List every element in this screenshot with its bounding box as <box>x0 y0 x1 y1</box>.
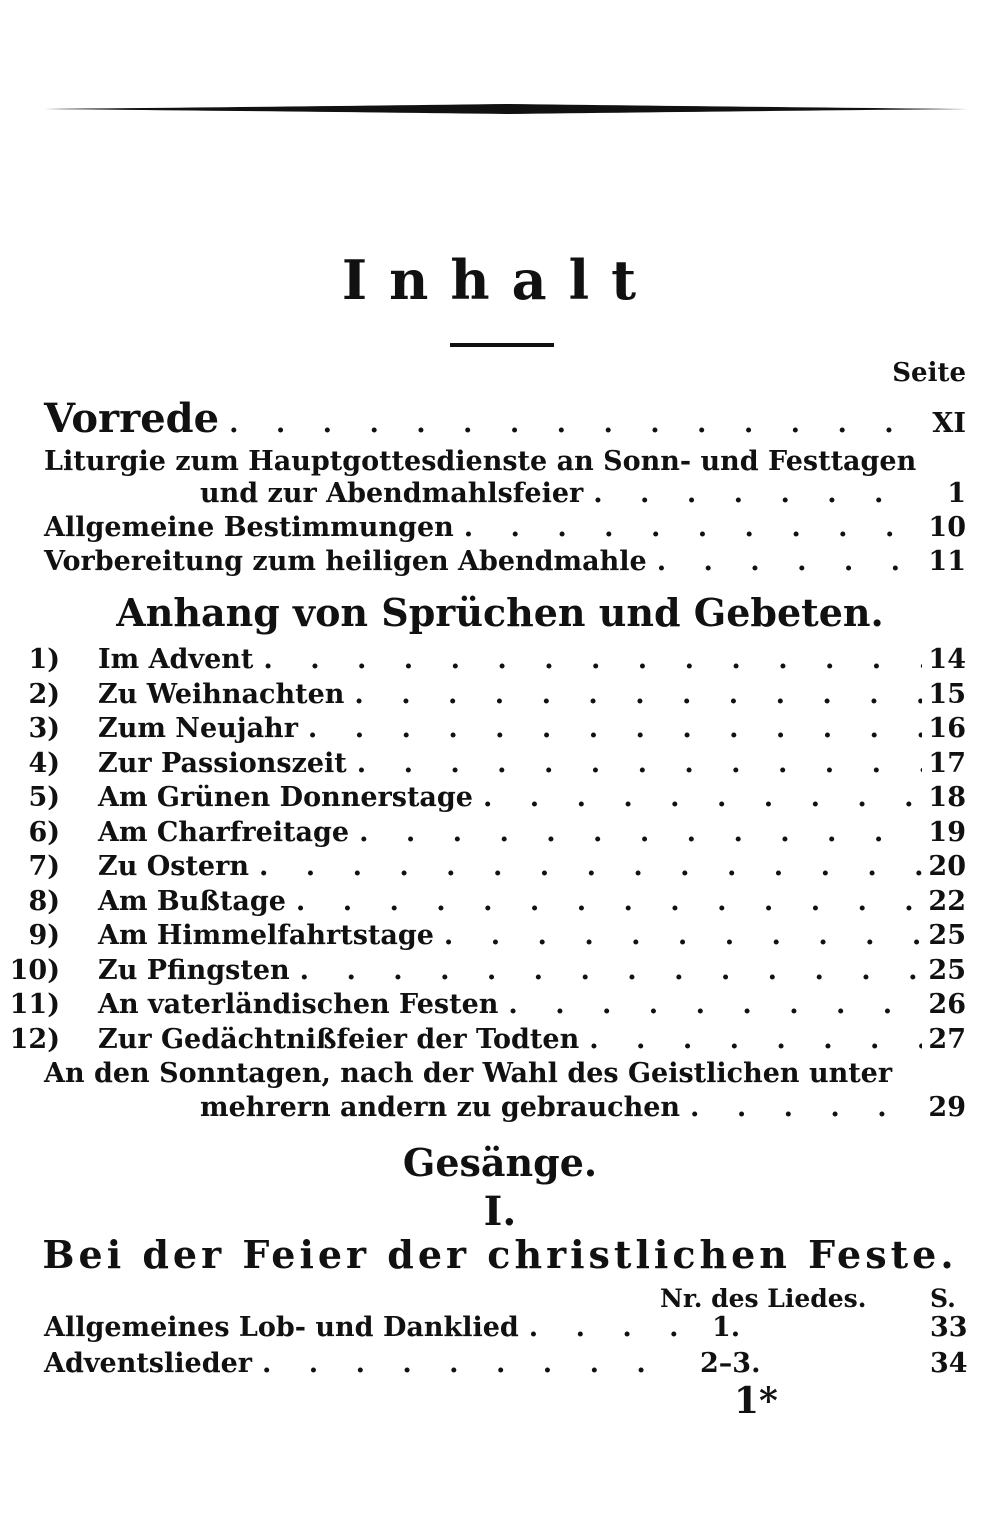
anhang-entry-page: 22 <box>928 885 966 917</box>
anhang-entry-label: Am Grünen Donnerstage <box>98 782 473 813</box>
page-title: Inhalt <box>341 248 659 312</box>
leader-dots <box>290 955 922 986</box>
anhang-entry[interactable] <box>0 886 966 917</box>
toc-entry-label: Vorbereitung zum heiligen Abendmahle <box>44 546 647 577</box>
toc-entry-page: XI <box>932 408 966 439</box>
anhang-entry[interactable] <box>0 817 966 848</box>
anhang-entry[interactable] <box>0 748 966 779</box>
leader-dots <box>680 1092 922 1123</box>
anhang-entry-number: 11) <box>9 989 60 1020</box>
leader-dots <box>498 989 922 1020</box>
anhang-entry[interactable] <box>0 955 966 986</box>
col-s-label: S. <box>930 1284 956 1313</box>
anhang-entry[interactable] <box>0 644 966 675</box>
toc-entry-page: 29 <box>928 1092 966 1123</box>
leader-dots <box>219 408 922 439</box>
leader-dots <box>434 920 922 951</box>
song-entry[interactable] <box>44 1312 684 1343</box>
anhang-entry-label: Zu Weihnachten <box>98 678 345 710</box>
anhang-entry-label: Am Charfreitage <box>98 816 350 848</box>
anhang-entry-label: Zur Gedächtnißfeier der Todten <box>98 1023 580 1055</box>
anhang-entry-label: Zum Neujahr <box>98 713 298 744</box>
toc-entry[interactable] <box>44 512 966 543</box>
song-page: 34 <box>930 1348 968 1379</box>
anhang-entry-number: 7) <box>28 851 60 882</box>
leader-dots <box>252 1348 684 1379</box>
toc-entry-label: Allgemeine Bestimmungen <box>44 512 454 543</box>
anhang-entry-number: 10) <box>9 954 60 986</box>
anhang-entry-page: 20 <box>928 851 966 882</box>
anhang-entry-label: Zu Pfingsten <box>98 954 290 986</box>
anhang-entry-number: 6) <box>28 816 60 848</box>
section-heading-gesaenge: Gesänge. <box>402 1140 598 1185</box>
leader-dots <box>583 478 922 509</box>
anhang-entry-number: 12) <box>9 1023 60 1055</box>
anhang-entry-page: 25 <box>928 954 966 986</box>
toc-entry-label: Vorrede <box>44 395 220 442</box>
anhang-entry-page: 17 <box>928 747 966 779</box>
toc-entry-page: 10 <box>928 512 966 543</box>
anhang-entry-label: Am Bußtage <box>98 885 286 917</box>
leader-dots <box>344 679 922 710</box>
anhang-entry-number: 8) <box>28 885 60 917</box>
anhang-entry-label: An vaterländischen Festen <box>98 989 499 1020</box>
anhang-entry[interactable] <box>0 989 966 1020</box>
leader-dots <box>249 851 922 882</box>
anhang-entry-number: 4) <box>28 747 60 779</box>
anhang-entry[interactable] <box>0 851 966 882</box>
toc-entry-line1[interactable]: Liturgie zum Hauptgottesdienste an Sonn- und Festtagen <box>44 446 917 477</box>
leader-dots <box>347 748 922 779</box>
anhang-entry-page: 18 <box>928 782 966 813</box>
anhang-entry-number: 3) <box>28 713 60 744</box>
anhang-entry-label: Zu Ostern <box>98 851 249 882</box>
anhang-entry-label: Am Himmelfahrtstage <box>98 920 434 951</box>
anhang-entry-number: 9) <box>28 920 60 951</box>
section-title: Bei der Feier der christlichen Feste. <box>42 1232 958 1277</box>
leader-dots <box>579 1024 922 1055</box>
toc-entry[interactable] <box>44 395 966 442</box>
anhang-entry-number: 1) <box>28 644 60 675</box>
section-heading-anhang: Anhang von Sprüchen und Gebeten. <box>116 590 884 635</box>
song-label: Adventslieder <box>44 1348 252 1379</box>
anhang-entry[interactable] <box>0 920 966 951</box>
toc-entry[interactable] <box>200 478 966 509</box>
leader-dots <box>286 886 922 917</box>
leader-dots <box>253 644 922 675</box>
song-number: 2–3. <box>700 1348 761 1379</box>
song-entry[interactable] <box>44 1348 684 1379</box>
song-number: 1. <box>712 1312 741 1343</box>
anhang-entry-page: 25 <box>928 920 966 951</box>
anhang-entry-number: 5) <box>28 782 60 813</box>
col-nr-label: Nr. des Liedes. <box>660 1284 867 1313</box>
toc-entry-line1[interactable]: An den Sonntagen, nach der Wahl des Geistlichen unter <box>44 1058 893 1089</box>
anhang-entry[interactable] <box>0 713 966 744</box>
anhang-entry-label: Im Advent <box>98 644 254 675</box>
anhang-entry-page: 16 <box>928 713 966 744</box>
anhang-entry-page: 14 <box>928 644 966 675</box>
anhang-entry-label: Zur Passionszeit <box>98 747 347 779</box>
leader-dots <box>647 546 922 577</box>
section-number: I. <box>483 1188 517 1235</box>
anhang-entry-number: 2) <box>28 678 60 710</box>
anhang-entry-page: 26 <box>928 989 966 1020</box>
toc-entry-label: und zur Abendmahlsfeier <box>200 478 584 509</box>
leader-dots <box>298 713 922 744</box>
anhang-entry[interactable] <box>0 782 966 813</box>
anhang-entry[interactable] <box>0 679 966 710</box>
title-rule <box>450 343 554 347</box>
signature-mark: 1* <box>734 1380 778 1422</box>
leader-dots <box>454 512 922 543</box>
seite-column-label: Seite <box>892 358 966 388</box>
toc-entry[interactable] <box>200 1092 966 1123</box>
leader-dots <box>519 1312 684 1343</box>
top-rule <box>44 104 968 114</box>
toc-entry-label: mehrern andern zu gebrauchen <box>200 1092 681 1123</box>
song-page: 33 <box>930 1312 968 1343</box>
anhang-entry[interactable] <box>0 1024 966 1055</box>
toc-entry[interactable] <box>44 546 966 577</box>
toc-entry-page: 11 <box>928 546 966 577</box>
leader-dots <box>473 782 922 813</box>
song-label: Allgemeines Lob- und Danklied <box>44 1312 519 1343</box>
anhang-entry-page: 27 <box>928 1023 966 1055</box>
anhang-entry-page: 19 <box>928 816 966 848</box>
leader-dots <box>349 817 922 848</box>
anhang-entry-page: 15 <box>928 678 966 710</box>
toc-entry-page: 1 <box>947 478 966 509</box>
